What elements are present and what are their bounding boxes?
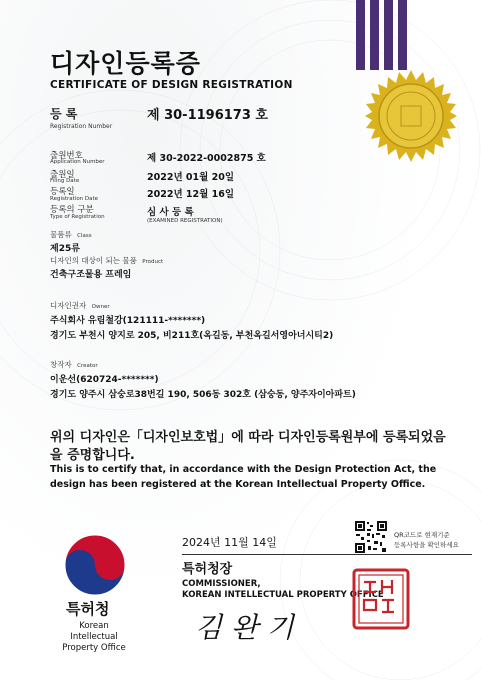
class-value: 제25류	[50, 244, 80, 254]
issue-date: 2024년 11월 14일	[182, 536, 277, 549]
ribbon-decoration	[356, 0, 410, 70]
svg-text:김 완 기: 김 완 기	[195, 611, 294, 644]
divider	[182, 554, 472, 555]
registration-label-en: Registration Number	[50, 123, 113, 130]
creator-name: 이운선(620724-*******)	[50, 375, 159, 385]
filing-date-label: 출원일	[50, 170, 75, 180]
kipo-logo-icon	[60, 530, 130, 600]
creator-label: 창작자 Creator	[50, 360, 98, 369]
product-label: 디자인의 대상이 되는 물품 Product	[50, 256, 164, 265]
registration-label: 등 록	[50, 107, 78, 121]
product-value: 건축구조물용 프레임	[50, 270, 132, 280]
official-stamp-icon	[352, 568, 410, 630]
registration-date-label: 등록일	[50, 187, 75, 197]
class-label: 물품류 Class	[50, 230, 92, 239]
application-number-value: 제 30-2022-0002875 호	[147, 153, 266, 164]
registration-type-value-en: (EXAMINED REGISTRATION)	[147, 218, 223, 224]
handwritten-signature	[190, 605, 330, 645]
kipo-logo-label-en: Korean Intellectual Property Office	[62, 621, 126, 653]
commissioner-title-en: COMMISSIONER, KOREAN INTELLECTUAL PROPERTY OFFICE	[182, 579, 384, 600]
registration-number: 제 30-1196173 호	[147, 108, 268, 123]
filing-date-label-en: Filing Date	[50, 178, 80, 184]
application-number-label: 출원번호	[50, 151, 83, 161]
registration-type-value: 심 사 등 록	[147, 207, 194, 218]
registration-date-label-en: Registration Date	[50, 196, 99, 202]
qr-note: QR코드로 현재기준 등록사항을 확인하세요	[394, 531, 459, 549]
owner-name: 주식회사 유림철강(121111-*******)	[50, 316, 206, 326]
kipo-logo-label: 특허청	[66, 600, 110, 618]
registration-type-label: 등록의 구분	[50, 205, 94, 215]
creator-address: 경기도 양주시 삼숭로38번길 190, 506동 302호 (삼숭동, 양주자이아파트)	[50, 390, 356, 400]
certification-text-en: This is to certify that, in accordance with the Design Protection Act, the design has been registered at the Korean Intellectual Property Office.	[50, 464, 437, 490]
qr-code-icon[interactable]	[354, 520, 388, 554]
owner-address: 경기도 부천시 양지로 205, 비211호(옥길동, 부천옥길서영아너시티2)	[50, 331, 334, 341]
filing-date-value: 2022년 01월 20일	[147, 172, 235, 183]
registration-type-label-en: Type of Registration	[50, 214, 105, 220]
document-subtitle: CERTIFICATE OF DESIGN REGISTRATION	[50, 79, 293, 91]
document-title: 디자인등록증	[50, 49, 201, 78]
certification-text-ko: 위의 디자인은「디자인보호법」에 따라 디자인등록원부에 등록되었음을 증명합니다.	[50, 430, 446, 463]
owner-label: 디자인권자 Owner	[50, 301, 110, 310]
application-number-label-en: Application Number	[50, 159, 105, 165]
gold-seal-icon	[365, 70, 457, 162]
commissioner-title: 특허청장	[182, 562, 233, 577]
registration-date-value: 2022년 12월 16일	[147, 189, 235, 200]
